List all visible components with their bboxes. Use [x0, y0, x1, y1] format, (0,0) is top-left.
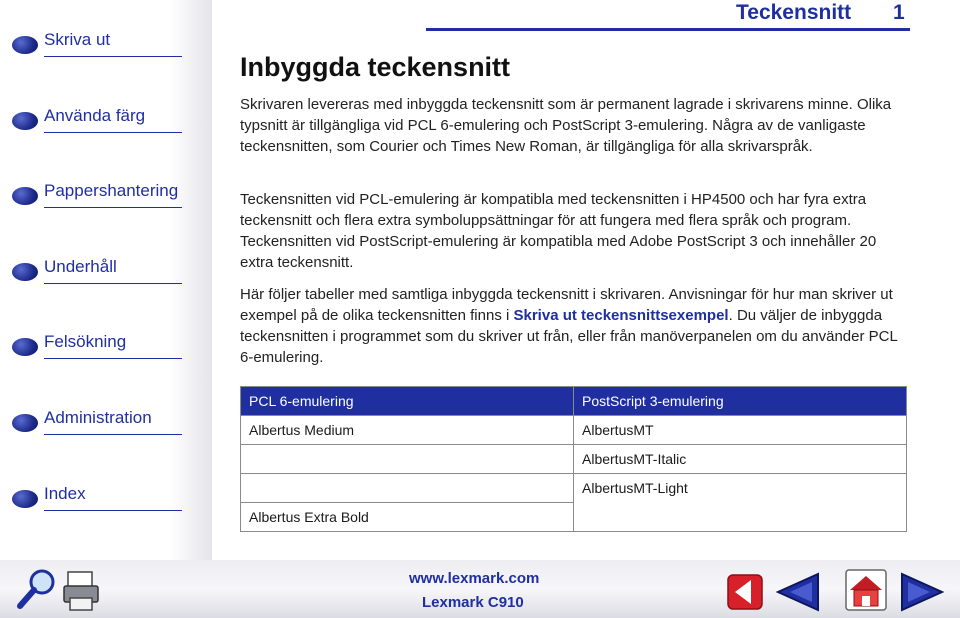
magnifier-icon	[14, 566, 60, 612]
table-row	[241, 445, 907, 474]
ps-font-cell-empty	[574, 503, 907, 532]
column-header-postscript: PostScript 3-emulering	[574, 387, 907, 416]
compatibility-paragraph: Teckensnitten vid PCL-emulering är kompatibla med teckensnitten i HP4500 och har fyra extra teckensnitt och flera extra symboluppsättningar för att fungera med flera språk och program. Teckensnitten vid PostScript-emulering är kompatibla med Adobe PostScript 3 och innehåller 20 extra teckensnitt.	[240, 191, 877, 271]
header-divider	[426, 28, 910, 31]
sidebar-item-underline	[44, 207, 182, 208]
tables-paragraph	[240, 284, 912, 368]
nav-bullet-icon	[12, 263, 38, 281]
pcl-font-cell-empty	[241, 445, 574, 474]
table-row	[241, 474, 907, 503]
sidebar-item-felsokning[interactable]	[10, 324, 182, 368]
sidebar-item-label: Pappershantering	[44, 181, 179, 200]
column-header-pcl: PCL 6-emulering	[241, 387, 574, 416]
print-button[interactable]	[62, 570, 100, 612]
pcl-font-cell-empty	[241, 474, 574, 503]
back-button[interactable]	[772, 570, 822, 614]
nav-bullet-icon	[12, 187, 38, 205]
paragraph-text: Här följer tabeller med samtliga inbyggda teckensnitt i skrivaren. Anvisningar för hur man skriver ut exempel på de olika teckensnitten finns i	[240, 286, 893, 324]
nav-bullet-icon	[12, 112, 38, 130]
forward-button[interactable]	[898, 570, 948, 614]
sidebar-item-underline	[44, 510, 182, 511]
sidebar-item-label: Underhåll	[44, 257, 117, 276]
ps-font-cell: AlbertusMT	[574, 416, 907, 445]
sidebar-item-underline	[44, 358, 182, 359]
nav-bullet-icon	[12, 338, 38, 356]
table-row	[241, 416, 907, 445]
sidebar-item-label: Använda färg	[44, 106, 146, 125]
paragraph-text: . Du väljer de inbyggda teckensnitten i programmet som du skriver ut från, eller från manöverpanelen om du använder PCL 6-emulering.	[240, 307, 898, 366]
pcl-font-cell: Albertus Medium	[241, 416, 574, 445]
home-button[interactable]	[838, 568, 892, 614]
footer-toolbar	[0, 560, 960, 618]
printer-icon	[62, 570, 100, 612]
nav-bullet-icon	[12, 490, 38, 508]
sidebar-item-underhall[interactable]	[10, 249, 182, 293]
page-number: 1	[893, 1, 905, 24]
ps-font-cell: AlbertusMT-Italic	[574, 445, 907, 474]
nav-bullet-icon	[12, 414, 38, 432]
pcl-font-cell: Albertus Extra Bold	[241, 503, 574, 532]
sidebar-item-label: Skriva ut	[44, 30, 111, 49]
font-table	[240, 386, 907, 532]
sidebar-item-administration[interactable]	[10, 400, 182, 444]
sidebar-item-underline	[44, 56, 182, 57]
nav-bullet-icon	[12, 36, 38, 54]
product-model: Lexmark C910	[422, 594, 524, 611]
sidebar-item-label: Felsökning	[44, 332, 127, 351]
ps-font-cell: AlbertusMT-Light	[574, 474, 907, 503]
sidebar-item-underline	[44, 283, 182, 284]
font-samples-link[interactable]: Skriva ut teckensnittsexempel	[513, 307, 729, 324]
home-icon	[838, 568, 892, 614]
sidebar-item-label: Index	[44, 484, 86, 503]
search-button[interactable]	[14, 566, 60, 612]
sidebar-item-underline	[44, 434, 182, 435]
section-title: Teckensnitt	[736, 1, 852, 24]
table-row	[241, 503, 907, 532]
left-arrow-red-icon	[727, 574, 763, 610]
right-arrow-icon	[898, 570, 948, 614]
sidebar-item-label: Administration	[44, 408, 152, 427]
sidebar-item-pappershantering[interactable]	[10, 173, 182, 217]
sidebar-item-skriva-ut[interactable]	[10, 22, 182, 66]
sidebar-item-anvanda-farg[interactable]	[10, 98, 182, 142]
sidebar-item-index[interactable]	[10, 476, 182, 520]
website-link[interactable]: www.lexmark.com	[409, 570, 540, 587]
sidebar-nav	[0, 0, 212, 560]
left-arrow-icon	[772, 570, 822, 614]
page-title: Inbyggda teckensnitt	[240, 52, 511, 82]
intro-paragraph: Skrivaren levereras med inbyggda teckensnitt som är permanent lagrade i skrivarens minne. Olika typsnitt är tillgängliga vid PCL 6-emulering och PostScript 3-emulering. Några av de vanligaste teckensnitten, som Courier och Times New Roman, är tillgängliga för alla skrivarspråk.	[240, 96, 892, 155]
sidebar-item-underline	[44, 132, 182, 133]
table-header-row	[241, 387, 907, 416]
previous-page-button[interactable]	[727, 574, 763, 610]
